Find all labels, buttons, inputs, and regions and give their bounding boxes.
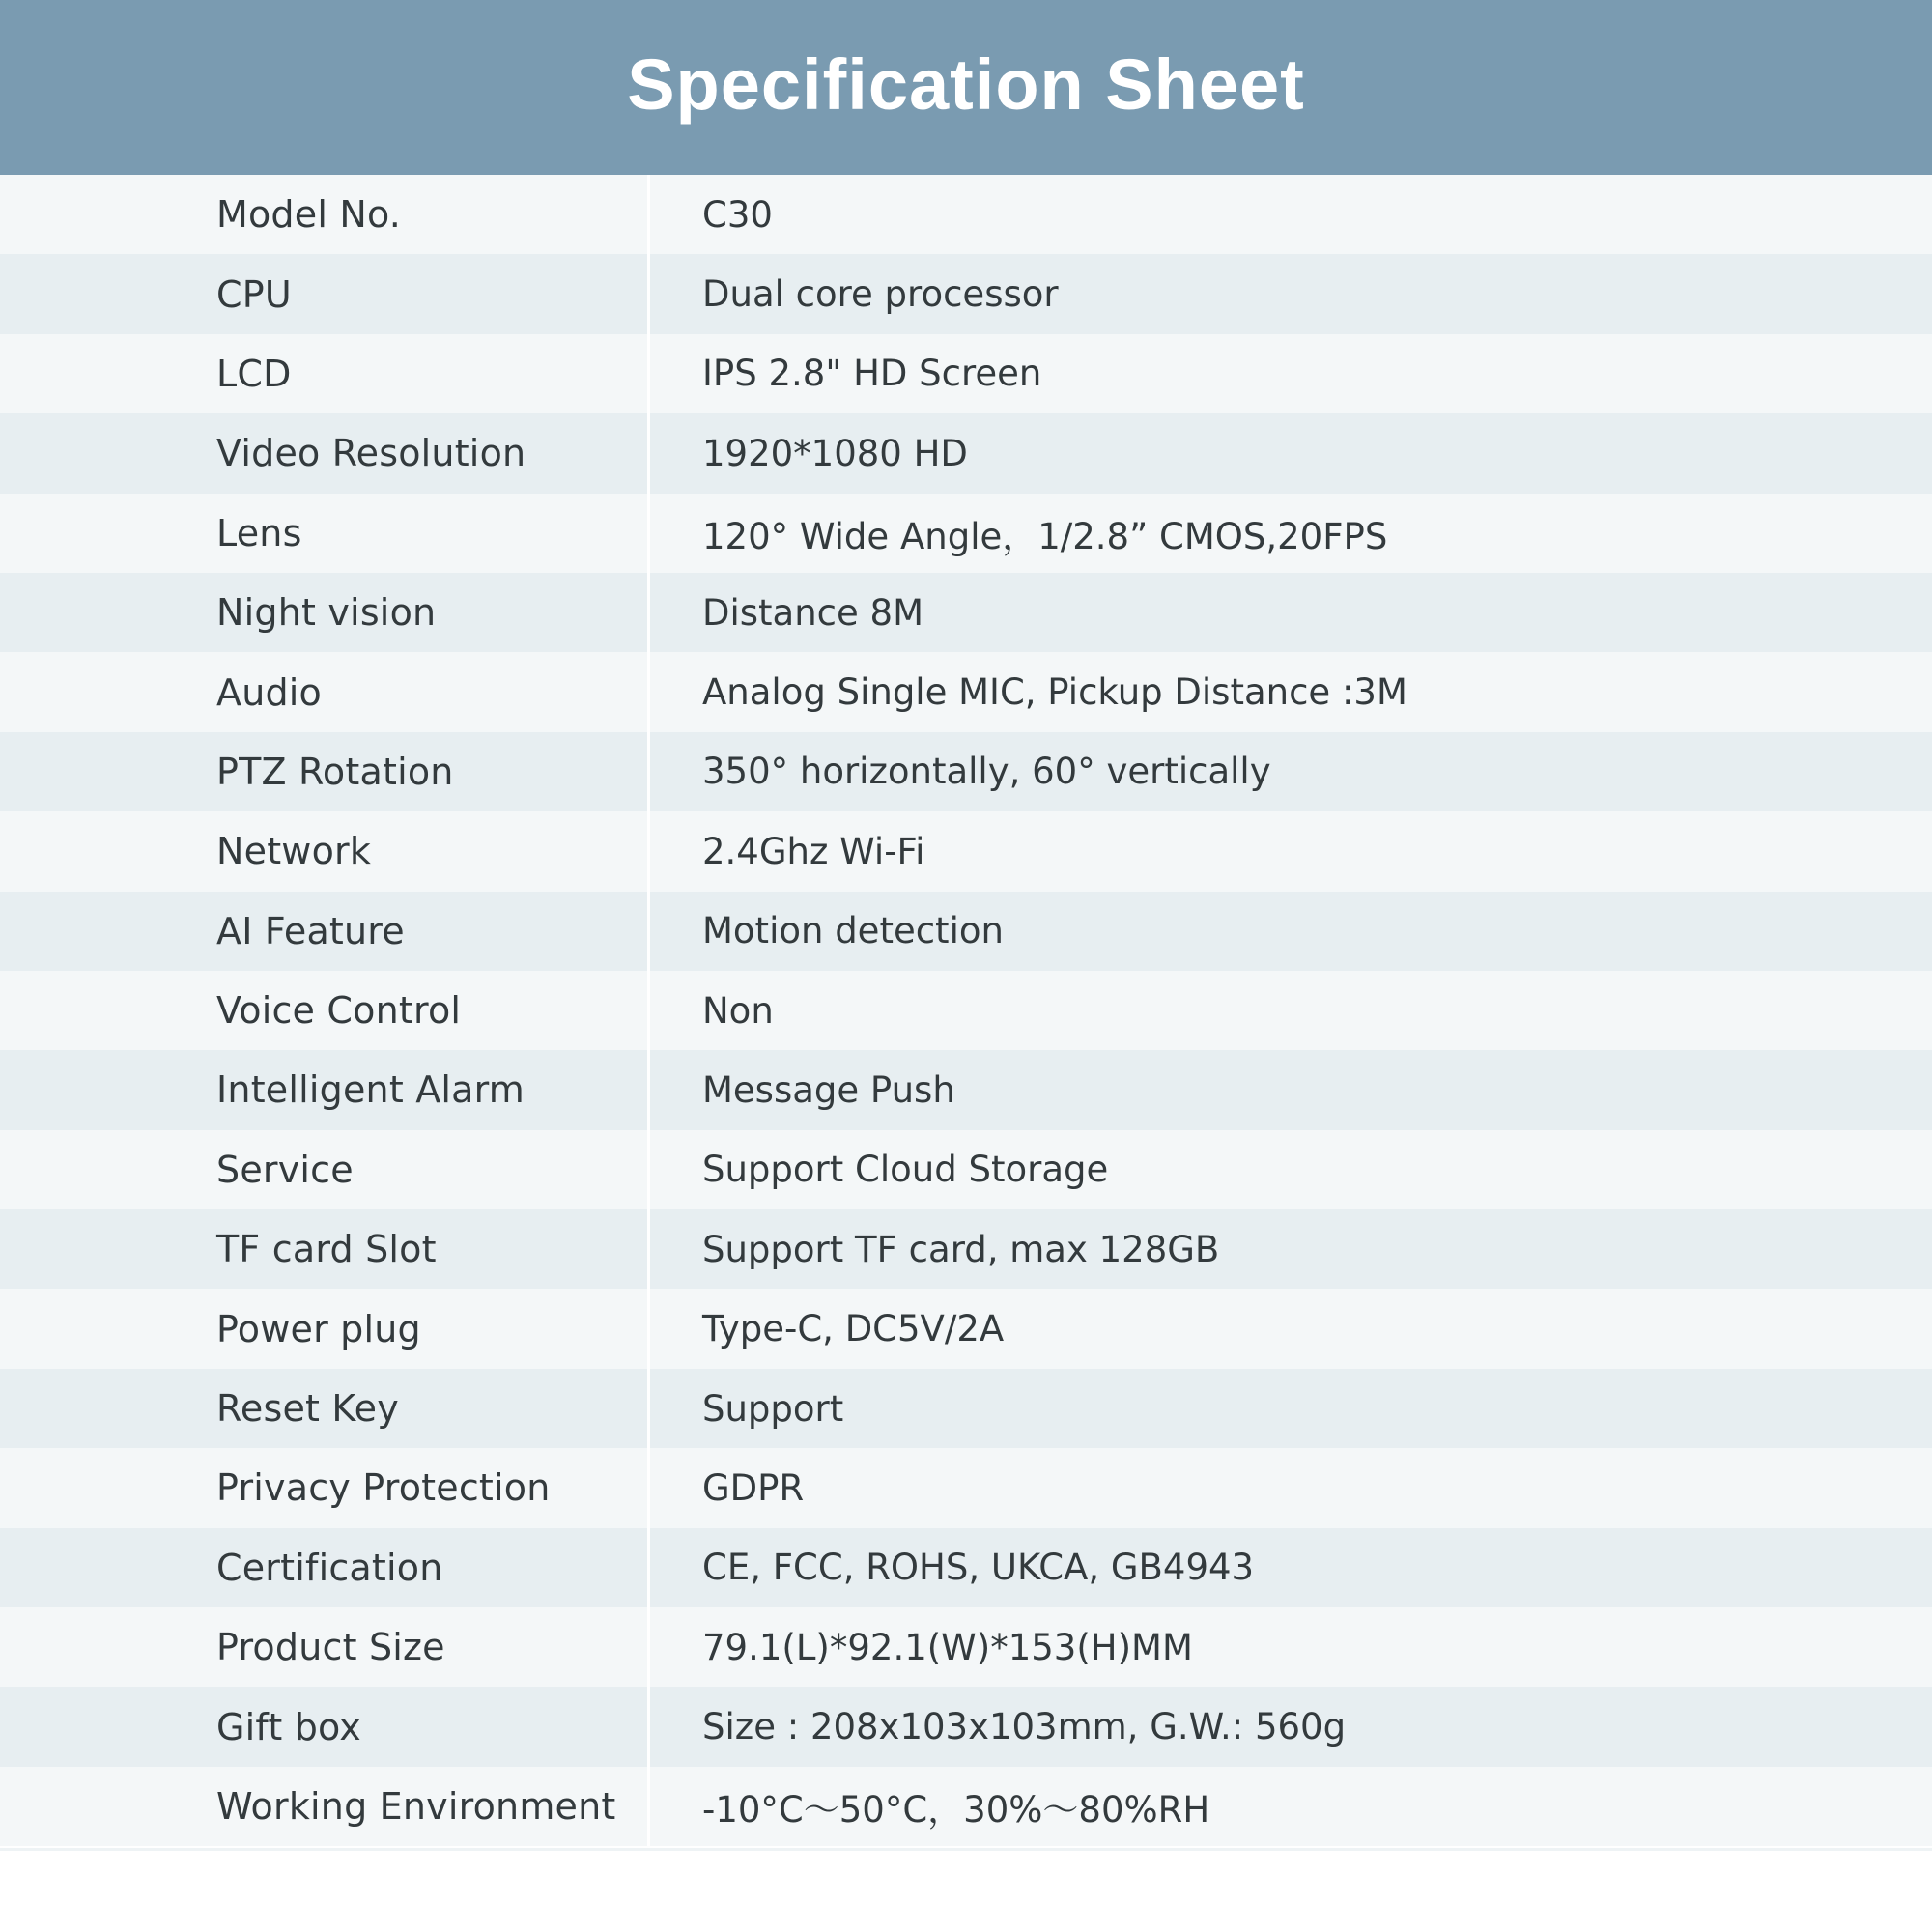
table-row xyxy=(0,334,1932,413)
spec-value: 120° Wide Angle，1/2.8” CMOS,20FPS xyxy=(702,515,1388,557)
spec-label: LCD xyxy=(216,352,292,395)
table-row xyxy=(0,1767,1932,1846)
spec-label: Video Resolution xyxy=(216,432,526,475)
spec-value: CE, FCC, ROHS, UKCA, GB4943 xyxy=(702,1547,1255,1589)
spec-value: 1920*1080 HD xyxy=(702,432,968,474)
table-row xyxy=(0,811,1932,891)
spec-label: Service xyxy=(216,1148,354,1191)
table-row xyxy=(0,254,1932,333)
spec-label: Product Size xyxy=(216,1626,445,1669)
spec-value: Dual core processor xyxy=(702,273,1059,316)
table-row xyxy=(0,971,1932,1050)
table-row xyxy=(0,732,1932,811)
spec-label: Network xyxy=(216,830,372,873)
table-row xyxy=(0,573,1932,652)
spec-label: Gift box xyxy=(216,1705,361,1748)
table-row xyxy=(0,652,1932,731)
spec-label: Privacy Protection xyxy=(216,1466,551,1510)
spec-label: CPU xyxy=(216,272,292,316)
spec-label: AI Feature xyxy=(216,909,405,952)
spec-label: Certification xyxy=(216,1546,443,1589)
spec-label: Lens xyxy=(216,511,302,554)
table-row xyxy=(0,1369,1932,1448)
spec-value: GDPR xyxy=(702,1466,805,1509)
table-row xyxy=(0,892,1932,971)
spec-value: Message Push xyxy=(702,1068,955,1111)
page-title: Specification Sheet xyxy=(627,44,1305,125)
spec-value: Support Cloud Storage xyxy=(702,1149,1109,1191)
header-banner xyxy=(0,0,1932,175)
spec-label: Night vision xyxy=(216,591,437,635)
table-row xyxy=(0,1607,1932,1687)
spec-value: 350° horizontally, 60° vertically xyxy=(702,751,1271,793)
spec-value: 2.4Ghz Wi-Fi xyxy=(702,830,925,872)
table-row xyxy=(0,1209,1932,1289)
table-row xyxy=(0,1528,1932,1607)
spec-value: Support xyxy=(702,1387,844,1430)
spec-value: Support TF card, max 128GB xyxy=(702,1228,1220,1270)
spec-label: Voice Control xyxy=(216,989,462,1033)
table-row xyxy=(0,1687,1932,1766)
spec-value: Non xyxy=(702,989,774,1032)
spec-label: Audio xyxy=(216,670,323,714)
table-row xyxy=(0,1130,1932,1209)
spec-value: 79.1(L)*92.1(W)*153(H)MM xyxy=(702,1626,1193,1668)
spec-label: Intelligent Alarm xyxy=(216,1068,526,1112)
table-row xyxy=(0,1050,1932,1129)
spec-value: Analog Single MIC, Pickup Distance :3M xyxy=(702,671,1407,714)
spec-label: Model No. xyxy=(216,193,402,237)
spec-label: TF card Slot xyxy=(216,1228,437,1271)
spec-value: Distance 8M xyxy=(702,591,924,634)
spec-label: Power plug xyxy=(216,1307,421,1350)
spec-value: -10°C～50°C，30%～80%RH xyxy=(702,1789,1210,1831)
table-row xyxy=(0,413,1932,493)
table-row xyxy=(0,494,1932,573)
table-row xyxy=(0,175,1932,254)
spec-value: Type-C, DC5V/2A xyxy=(702,1308,1005,1350)
table-row xyxy=(0,1289,1932,1368)
spec-value: Motion detection xyxy=(702,910,1004,952)
table-bottom-divider xyxy=(0,1848,1932,1851)
spec-value: C30 xyxy=(702,193,773,236)
spec-table xyxy=(0,175,1932,1846)
spec-value: IPS 2.8" HD Screen xyxy=(702,353,1042,395)
spec-label: Reset Key xyxy=(216,1387,399,1431)
spec-value: Size : 208x103x103mm, G.W.: 560g xyxy=(702,1706,1347,1748)
spec-label: Working Environment xyxy=(216,1785,616,1828)
spec-label: PTZ Rotation xyxy=(216,750,454,793)
table-row xyxy=(0,1448,1932,1527)
